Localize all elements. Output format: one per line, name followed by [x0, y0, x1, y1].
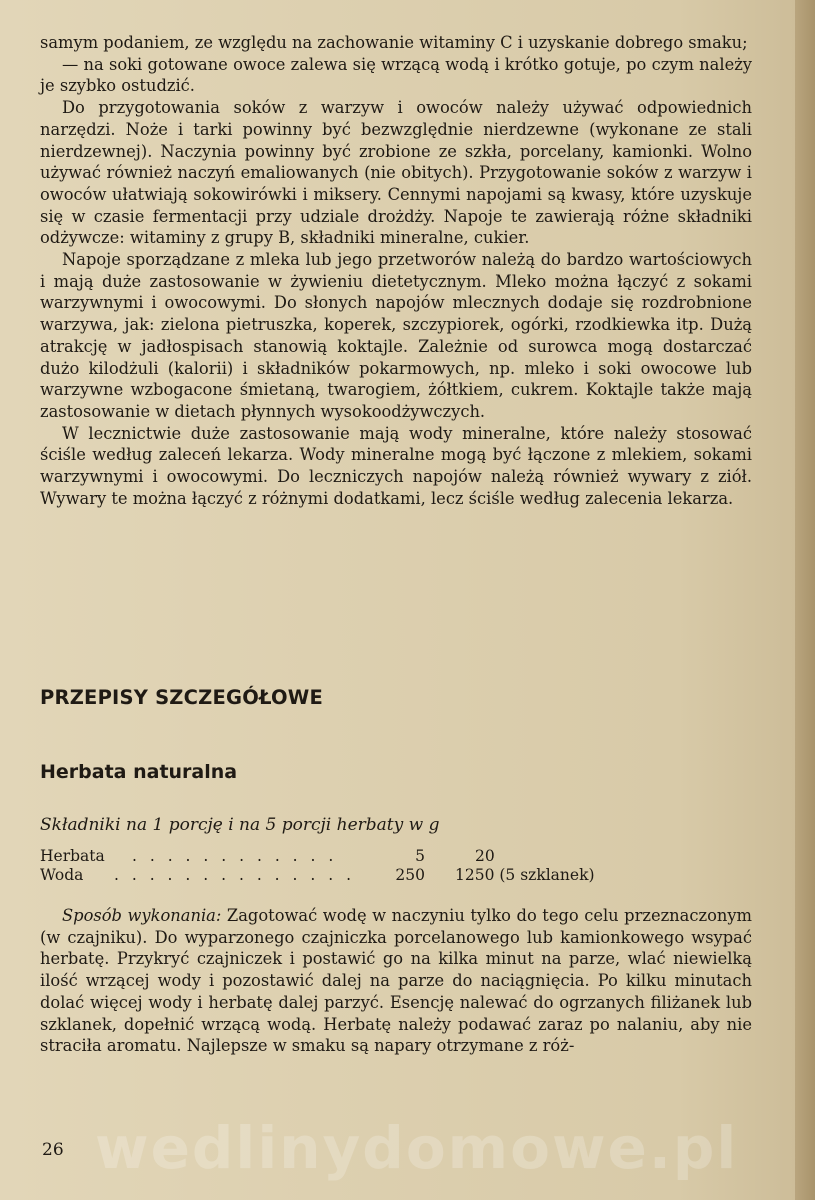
- method-body: Zagotować wodę w naczyniu tylko do tego celu przeznaczonym (w czajniku). Do wyparzonego czajniczka porcelanowego lub kamionkowego wsypać herbatę. Przykryć czajniczek i postawić go na kilka minut na parze, wlać niewielką ilość wrzącej wody i pozostawić dalej na parze do naciągnięcia. Po kilku minutach dolać więcej wody i herbatę dalej parzyć. Esencję nalewać do ogrzanych filiżanek lub szklanek, dopełnić wrzącą wodą. Herbatę należy podawać zaraz po nalaniu, aby nie straciła aromatu. Najlepsze w smaku są napary otrzymane z róż-: [40, 906, 752, 1056]
- ingredient-leader-dots: . . . . . . . . . . . . . .: [114, 866, 356, 884]
- section-title: PRZEPISY SZCZEGÓŁOWE: [40, 686, 324, 709]
- ingredient-row: [40, 866, 720, 886]
- method-text: [40, 905, 752, 1057]
- ingredient-leader-dots: . . . . . . . . . . . .: [132, 847, 338, 865]
- paragraph-1: samym podaniem, ze względu na zachowanie witaminy C i uzyskanie dobrego smaku;: [40, 33, 748, 52]
- method-label: Sposób wykonania:: [62, 906, 222, 925]
- ingredients-caption: Składniki na 1 porcję i na 5 porcji herbaty w g: [40, 815, 440, 835]
- ingredient-amount-5-portions: 1250 (5 szklanek): [455, 866, 595, 884]
- ingredient-name: Herbata: [40, 847, 105, 865]
- page-edge: [795, 0, 815, 1200]
- body-text: [40, 32, 752, 509]
- paragraph-2: — na soki gotowane owoce zalewa się wrzącą wodą i krótko gotuje, po czym należy je szybko ostudzić.: [40, 54, 752, 96]
- recipe-title: Herbata naturalna: [40, 761, 238, 783]
- ingredient-amount-1-portion: 250: [395, 866, 425, 884]
- ingredient-amount-5-portions: 20: [475, 847, 495, 865]
- page-number: 26: [42, 1140, 64, 1160]
- ingredient-amount-1-portion: 5: [415, 847, 425, 865]
- paragraph-3: Do przygotowania soków z warzyw i owoców należy używać odpowiednich narzędzi. Noże i tarki powinny być bezwzględnie nierdzewne (wykonane ze stali nierdzewnej). Naczynia powinny być zrobione ze szkła, porcelany, kamionki. Wolno używać również naczyń emaliowanych (nie obitych). Przygotowanie soków z warzyw i owoców ułatwiają sokowirówki i miksery. Cennymi napojami są kwasy, które uzyskuje się w czasie fermentacji przy udziale drożdży. Napoje te zawierają różne składniki odżywcze: witaminy z grupy B, składniki mineralne, cukier.: [40, 98, 752, 248]
- paragraph-4: Napoje sporządzane z mleka lub jego przetworów należą do bardzo wartościowych i mają duże zastosowanie w żywieniu dietetycznym. Mleko można łączyć z sokami warzywnymi i owocowymi. Do słonych napojów mlecznych dodaje się rozdrobnione warzywa, jak: zielona pietruszka, koperek, szczypiorek, ogórki, rzodkiewka itp. Dużą atrakcję w jadłospisach stanowią koktajle. Zależnie od surowca mogą dostarczać dużo kilodżuli (kalorii) i składników pokarmowych, np. mleko i soki owocowe lub warzywne wzbogacone śmietaną, twarogiem, żółtkiem, cukrem. Koktajle także mają zastosowanie w dietach płynnych wysokoodżywczych.: [40, 250, 752, 421]
- ingredient-name: Woda: [40, 866, 84, 884]
- paragraph-5: W lecznictwie duże zastosowanie mają wody mineralne, które należy stosować ściśle według zaleceń lekarza. Wody mineralne mogą być łączone z mlekiem, sokami warzywnymi i owocowymi. Do leczniczych napojów należą również wywary z ziół. Wywary te można łączyć z różnymi dodatkami, lecz ściśle według zalecenia lekarza.: [40, 423, 752, 508]
- watermark: wedlinydomowe.pl: [95, 1114, 739, 1182]
- ingredient-row: [40, 847, 720, 867]
